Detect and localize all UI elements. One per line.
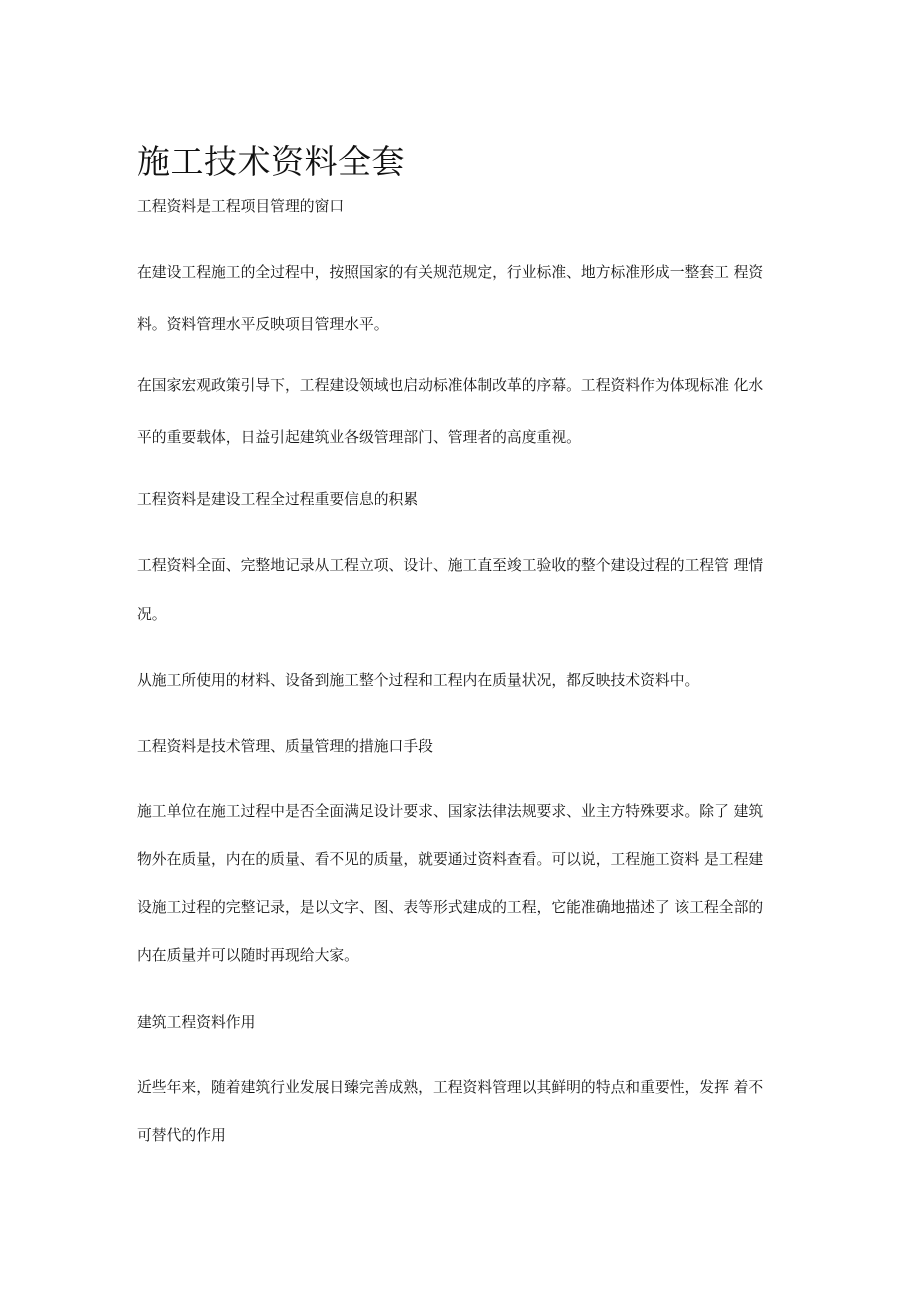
section-heading-accumulation: 工程资料是建设工程全过程重要信息的积累 [137, 491, 419, 508]
page-title: 施工技术资料全套 [137, 142, 405, 182]
paragraph-line: 平的重要载体，日益引起建筑业各级管理部门、管理者的高度重视。 [137, 429, 581, 446]
paragraph-line: 料。资料管理水平反映项目管理水平。 [137, 316, 389, 333]
paragraph-line: 况。 [137, 606, 167, 623]
paragraph-line: 在国家宏观政策引导下，工程建设领域也启动标准体制改革的序幕。工程资料作为体现标准 化水 [137, 377, 764, 394]
paragraph-line: 可替代的作用 [137, 1127, 226, 1144]
paragraph-line: 在建设工程施工的全过程中，按照国家的有关规范规定，行业标准、地方标准形成一整套工 程资 [137, 264, 764, 281]
section-heading-function: 建筑工程资料作用 [137, 1014, 256, 1031]
paragraph-line: 工程资料全面、完整地记录从工程立项、设计、施工直至竣工验收的整个建设过程的工程管 理情 [137, 557, 764, 574]
paragraph-line: 从施工所使用的材料、设备到施工整个过程和工程内在质量状况，都反映技术资料中。 [137, 672, 700, 689]
paragraph-line: 物外在质量，内在的质量、看不见的质量，就要通过资料查看。可以说，工程施工资料 是工程建 [137, 851, 764, 868]
paragraph-line: 施工单位在施工过程中是否全面满足设计要求、国家法律法规要求、业主方特殊要求。除了 建筑 [137, 803, 764, 820]
paragraph-line: 设施工过程的完整记录，是以文字、图、表等形式建成的工程，它能准确地描述了 该工程全部的 [137, 899, 764, 916]
paragraph-line: 内在质量并可以随时再现给大家。 [137, 947, 359, 964]
paragraph-line: 近些年来，随着建筑行业发展日臻完善成熟，工程资料管理以其鲜明的特点和重要性，发挥 着不 [137, 1079, 764, 1096]
section-heading-window: 工程资料是工程项目管理的窗口 [137, 198, 345, 215]
section-heading-management: 工程资料是技术管理、质量管理的措施口手段 [137, 738, 433, 755]
